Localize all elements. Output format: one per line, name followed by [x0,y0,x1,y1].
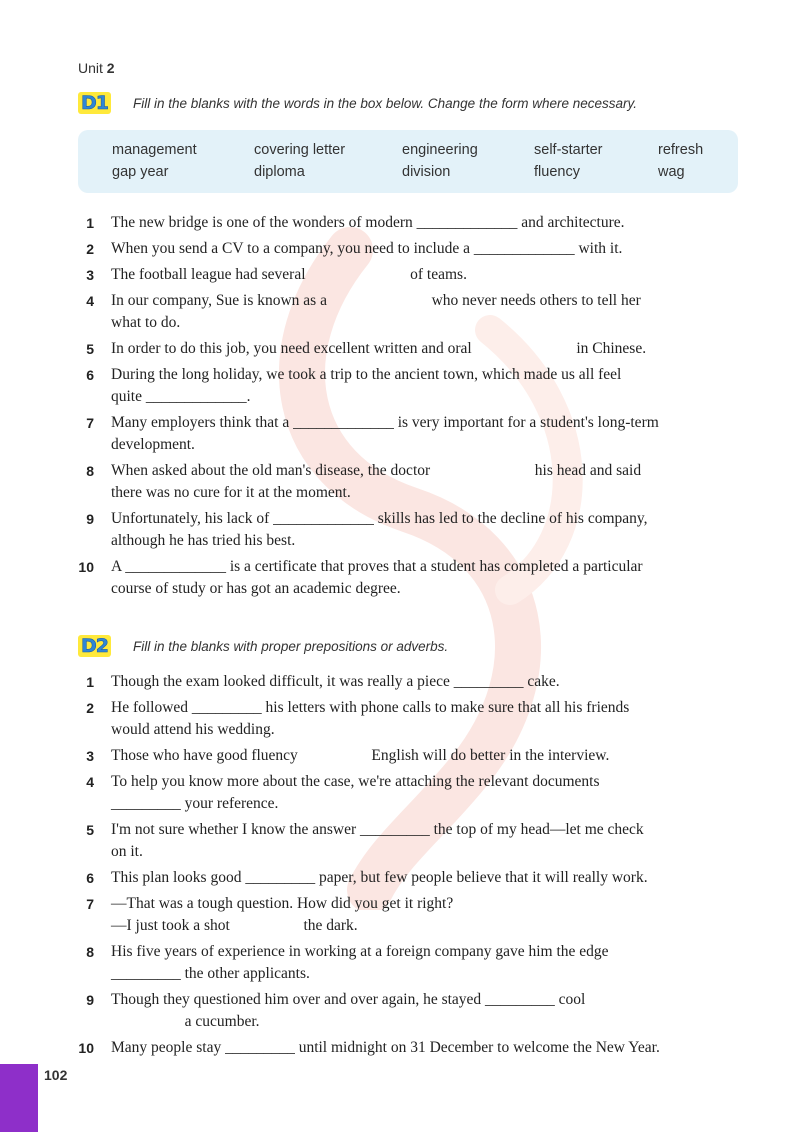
unit-label: Unit [78,60,103,76]
question-text: Many employers think that a _____________ is very important for a student's long-term [111,414,659,431]
question-text: _________ your reference. [111,795,279,812]
question-text: —That was a tough question. How did you get it right? [111,895,454,912]
unit-number: 2 [106,60,115,76]
word-box [78,130,738,193]
question-number: 3 [86,267,94,283]
question-number: 6 [86,367,94,383]
question-text: _________ the other applicants. [111,965,310,982]
question-text: on it. [111,843,143,860]
question-text: a cucumber. [111,1013,260,1030]
question-text: would attend his wedding. [111,721,275,738]
question-number: 8 [86,944,94,960]
question-text: course of study or has got an academic degree. [111,580,401,597]
question-text: The football league had several of teams. [111,266,467,283]
d2-instruction: Fill in the blanks with proper prepositions or adverbs. [133,638,449,654]
word-box-item: fluency [534,164,580,180]
question-number: 5 [86,822,94,838]
question-text: His five years of experience in working at a foreign company gave him the edge [111,943,609,960]
question-number: 4 [86,293,94,309]
word-box-item: engineering [402,142,478,158]
unit-header [78,60,115,76]
word-box-item: division [402,164,451,180]
question-text: I'm not sure whether I know the answer _________ the top of my head—let me check [111,821,644,838]
question-number: 6 [86,870,94,886]
d2-badge: D2 [78,635,111,657]
question-number: 9 [86,992,94,1008]
question-text: Many people stay _________ until midnight on 31 December to welcome the New Year. [111,1039,660,1056]
question-text: although he has tried his best. [111,532,296,549]
question-text: In order to do this job, you need excellent written and oral in Chinese. [111,340,647,357]
question-text: A _____________ is a certificate that proves that a student has completed a particular [111,558,643,575]
question-text: Unfortunately, his lack of _____________ skills has led to the decline of his company, [111,510,648,527]
question-text: Those who have good fluency English will do better in the interview. [111,747,610,764]
word-box-item: refresh [658,142,704,158]
question-number: 1 [86,215,94,231]
question-number: 10 [78,559,94,575]
question-number: 2 [86,700,94,716]
question-number: 7 [86,415,94,431]
question-number: 8 [86,463,94,479]
d1-badge: D1 [78,92,111,114]
question-text: The new bridge is one of the wonders of modern _____________ and architecture. [111,214,625,231]
question-number: 1 [86,674,94,690]
question-text: During the long holiday, we took a trip to the ancient town, which made us all feel [111,366,622,383]
page-tab [0,1064,38,1132]
word-box-item: self-starter [534,142,603,158]
d1-instruction: Fill in the blanks with the words in the box below. Change the form where necessary. [133,95,638,111]
question-number: 5 [86,341,94,357]
question-text: there was no cure for it at the moment. [111,484,351,501]
question-text: what to do. [111,314,181,331]
word-box-item: diploma [254,164,305,180]
word-box-item: wag [658,164,685,180]
question-text: This plan looks good _________ paper, but few people believe that it will really work. [111,869,648,886]
word-box-item: management [112,142,197,158]
question-number: 7 [86,896,94,912]
question-text: development. [111,436,195,453]
question-text: When asked about the old man's disease, the doctor his head and said [111,462,642,479]
question-text: —I just took a shot the dark. [111,917,358,934]
question-text: Though the exam looked difficult, it was really a piece _________ cake. [111,673,560,690]
question-number: 4 [86,774,94,790]
d2-header [78,635,448,657]
question-number: 10 [78,1040,94,1056]
question-text: He followed _________ his letters with phone calls to make sure that all his friends [111,699,630,716]
question-number: 9 [86,511,94,527]
question-number: 2 [86,241,94,257]
word-box-item: covering letter [254,142,346,158]
d1-header [78,92,637,114]
question-number: 3 [86,748,94,764]
page-number: 102 [44,1067,68,1083]
question-text: Though they questioned him over and over again, he stayed _________ cool [111,991,586,1008]
question-text: To help you know more about the case, we're attaching the relevant documents [111,773,600,790]
question-text: When you send a CV to a company, you need to include a _____________ with it. [111,240,623,257]
word-box-item: gap year [112,164,169,180]
question-text: quite _____________. [111,388,251,405]
question-text: In our company, Sue is known as a who never needs others to tell her [111,292,641,309]
